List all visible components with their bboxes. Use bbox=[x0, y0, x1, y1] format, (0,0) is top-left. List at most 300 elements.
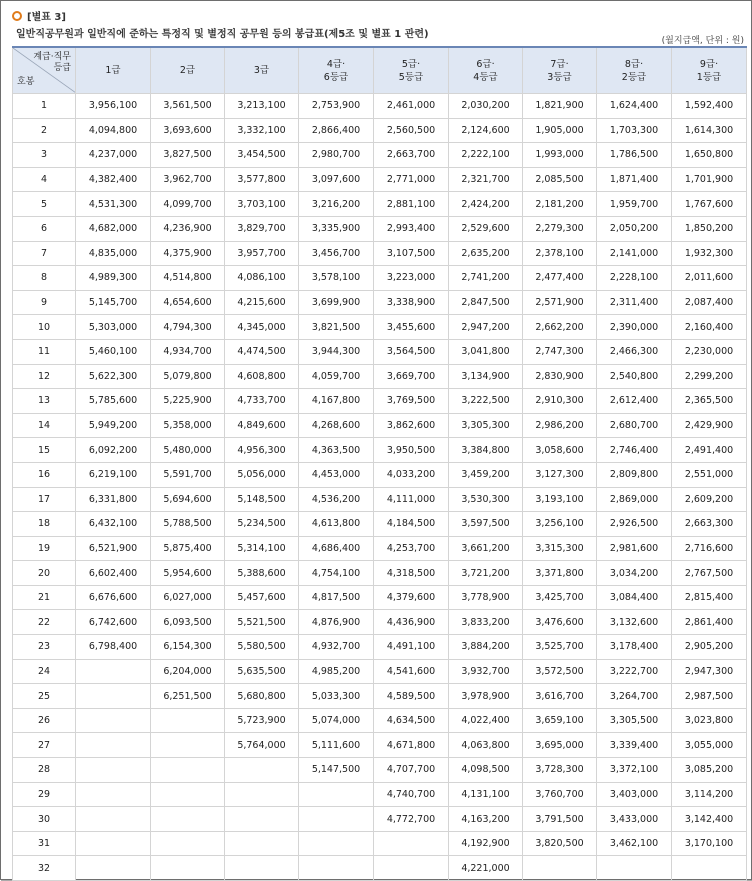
salary-cell: 3,315,300 bbox=[523, 536, 597, 561]
salary-cell: 5,788,500 bbox=[151, 512, 225, 537]
salary-cell: 5,591,700 bbox=[151, 462, 225, 487]
salary-cell: 4,794,300 bbox=[151, 315, 225, 340]
column-header-line: 8급· bbox=[624, 58, 644, 70]
salary-cell: 2,011,600 bbox=[672, 266, 747, 291]
salary-cell: 3,216,200 bbox=[299, 192, 374, 217]
salary-cell: 4,634,500 bbox=[374, 708, 449, 733]
salary-cell: 4,733,700 bbox=[225, 389, 299, 414]
salary-cell: 4,063,800 bbox=[449, 733, 523, 758]
salary-cell: 2,680,700 bbox=[597, 413, 672, 438]
table-row bbox=[13, 94, 747, 119]
salary-cell: 6,219,100 bbox=[76, 462, 151, 487]
salary-cell: 5,949,200 bbox=[76, 413, 151, 438]
salary-cell: 2,228,100 bbox=[597, 266, 672, 291]
salary-cell: 1,959,700 bbox=[597, 192, 672, 217]
salary-cell bbox=[299, 807, 374, 832]
salary-cell: 3,114,200 bbox=[672, 782, 747, 807]
salary-cell: 2,311,400 bbox=[597, 290, 672, 315]
column-header-line: 5급· bbox=[401, 58, 421, 70]
salary-cell: 3,659,100 bbox=[523, 708, 597, 733]
salary-cell: 2,926,500 bbox=[597, 512, 672, 537]
salary-cell: 5,635,500 bbox=[225, 659, 299, 684]
salary-cell bbox=[225, 782, 299, 807]
salary-cell: 3,459,200 bbox=[449, 462, 523, 487]
table-tag: [별표 3] bbox=[27, 12, 66, 23]
step-cell: 1 bbox=[13, 94, 76, 119]
salary-cell: 4,682,000 bbox=[76, 216, 151, 241]
table-row bbox=[13, 143, 747, 168]
column-header-line: 1등급 bbox=[696, 71, 722, 83]
salary-cell: 3,425,700 bbox=[523, 585, 597, 610]
salary-cell: 3,769,500 bbox=[374, 389, 449, 414]
salary-cell: 3,335,900 bbox=[299, 216, 374, 241]
salary-cell: 1,993,000 bbox=[523, 143, 597, 168]
salary-cell: 3,305,300 bbox=[449, 413, 523, 438]
salary-cell: 3,034,200 bbox=[597, 561, 672, 586]
salary-cell: 2,299,200 bbox=[672, 364, 747, 389]
salary-cell: 5,234,500 bbox=[225, 512, 299, 537]
salary-cell: 4,671,800 bbox=[374, 733, 449, 758]
salary-cell bbox=[299, 782, 374, 807]
salary-cell: 2,085,500 bbox=[523, 167, 597, 192]
step-cell: 7 bbox=[13, 241, 76, 266]
salary-cell: 5,303,000 bbox=[76, 315, 151, 340]
step-cell: 12 bbox=[13, 364, 76, 389]
salary-cell: 3,339,400 bbox=[597, 733, 672, 758]
table-row bbox=[13, 438, 747, 463]
salary-cell: 3,170,100 bbox=[672, 831, 747, 856]
table-row bbox=[13, 118, 747, 143]
step-cell: 25 bbox=[13, 684, 76, 709]
bullet-icon bbox=[12, 11, 22, 21]
salary-cell: 5,079,800 bbox=[151, 364, 225, 389]
salary-cell: 4,707,700 bbox=[374, 758, 449, 783]
step-cell: 18 bbox=[13, 512, 76, 537]
corner-label-rank: 등급 bbox=[53, 63, 71, 73]
salary-cell: 3,097,600 bbox=[299, 167, 374, 192]
salary-cell: 3,572,500 bbox=[523, 659, 597, 684]
table-row bbox=[13, 635, 747, 660]
step-cell: 11 bbox=[13, 339, 76, 364]
step-cell: 14 bbox=[13, 413, 76, 438]
salary-cell: 6,676,600 bbox=[76, 585, 151, 610]
salary-cell: 4,536,200 bbox=[299, 487, 374, 512]
table-row bbox=[13, 659, 747, 684]
step-cell: 27 bbox=[13, 733, 76, 758]
salary-cell: 3,833,200 bbox=[449, 610, 523, 635]
salary-cell: 3,669,700 bbox=[374, 364, 449, 389]
salary-cell: 3,134,900 bbox=[449, 364, 523, 389]
salary-cell: 4,474,500 bbox=[225, 339, 299, 364]
salary-cell: 3,193,100 bbox=[523, 487, 597, 512]
salary-cell: 1,624,400 bbox=[597, 94, 672, 119]
salary-cell: 4,608,800 bbox=[225, 364, 299, 389]
salary-cell: 3,371,800 bbox=[523, 561, 597, 586]
salary-cell: 2,222,100 bbox=[449, 143, 523, 168]
column-header bbox=[76, 47, 151, 94]
column-header bbox=[672, 47, 747, 94]
salary-cell: 3,305,500 bbox=[597, 708, 672, 733]
salary-cell bbox=[76, 659, 151, 684]
step-cell: 6 bbox=[13, 216, 76, 241]
salary-cell bbox=[76, 733, 151, 758]
table-row bbox=[13, 339, 747, 364]
salary-cell: 4,059,700 bbox=[299, 364, 374, 389]
salary-cell: 4,375,900 bbox=[151, 241, 225, 266]
salary-cell: 3,041,800 bbox=[449, 339, 523, 364]
salary-cell bbox=[299, 856, 374, 881]
salary-cell: 3,703,100 bbox=[225, 192, 299, 217]
salary-cell: 1,905,000 bbox=[523, 118, 597, 143]
salary-cell: 3,132,600 bbox=[597, 610, 672, 635]
salary-cell: 3,454,500 bbox=[225, 143, 299, 168]
salary-cell: 3,332,100 bbox=[225, 118, 299, 143]
salary-cell: 4,094,800 bbox=[76, 118, 151, 143]
salary-cell: 6,027,000 bbox=[151, 585, 225, 610]
salary-cell: 5,694,600 bbox=[151, 487, 225, 512]
table-row bbox=[13, 536, 747, 561]
salary-cell: 2,378,100 bbox=[523, 241, 597, 266]
column-header bbox=[597, 47, 672, 94]
salary-cell: 3,760,700 bbox=[523, 782, 597, 807]
salary-cell: 6,092,200 bbox=[76, 438, 151, 463]
column-header-line: 1급 bbox=[105, 65, 121, 76]
salary-cell: 3,256,100 bbox=[523, 512, 597, 537]
salary-cell: 2,477,400 bbox=[523, 266, 597, 291]
salary-cell: 2,279,300 bbox=[523, 216, 597, 241]
salary-cell: 3,462,100 bbox=[597, 831, 672, 856]
table-row bbox=[13, 192, 747, 217]
salary-cell: 3,384,800 bbox=[449, 438, 523, 463]
step-cell: 29 bbox=[13, 782, 76, 807]
salary-cell: 4,436,900 bbox=[374, 610, 449, 635]
corner-label-grade: 계급·직무 bbox=[33, 52, 71, 62]
salary-cell: 3,338,900 bbox=[374, 290, 449, 315]
salary-cell bbox=[151, 831, 225, 856]
salary-cell bbox=[225, 758, 299, 783]
salary-cell: 2,571,900 bbox=[523, 290, 597, 315]
salary-cell: 4,268,600 bbox=[299, 413, 374, 438]
step-cell: 19 bbox=[13, 536, 76, 561]
salary-cell: 5,764,000 bbox=[225, 733, 299, 758]
salary-cell: 4,237,000 bbox=[76, 143, 151, 168]
step-cell: 24 bbox=[13, 659, 76, 684]
column-header-line: 4급· bbox=[326, 58, 346, 70]
salary-cell: 3,058,600 bbox=[523, 438, 597, 463]
column-header-line: 6등급 bbox=[323, 71, 349, 83]
salary-cell: 4,215,600 bbox=[225, 290, 299, 315]
salary-cell: 5,358,000 bbox=[151, 413, 225, 438]
table-row bbox=[13, 241, 747, 266]
salary-cell: 3,728,300 bbox=[523, 758, 597, 783]
column-header bbox=[299, 47, 374, 94]
salary-cell: 6,154,300 bbox=[151, 635, 225, 660]
salary-cell: 3,820,500 bbox=[523, 831, 597, 856]
salary-cell: 2,030,200 bbox=[449, 94, 523, 119]
salary-cell: 3,962,700 bbox=[151, 167, 225, 192]
salary-cell: 4,236,900 bbox=[151, 216, 225, 241]
salary-cell: 3,884,200 bbox=[449, 635, 523, 660]
salary-cell: 2,747,300 bbox=[523, 339, 597, 364]
step-cell: 5 bbox=[13, 192, 76, 217]
salary-cell: 1,701,900 bbox=[672, 167, 747, 192]
step-cell: 17 bbox=[13, 487, 76, 512]
salary-cell: 1,592,400 bbox=[672, 94, 747, 119]
column-header bbox=[523, 47, 597, 94]
salary-cell: 4,363,500 bbox=[299, 438, 374, 463]
salary-cell: 2,881,100 bbox=[374, 192, 449, 217]
salary-cell: 2,321,700 bbox=[449, 167, 523, 192]
salary-cell: 5,460,100 bbox=[76, 339, 151, 364]
salary-cell: 3,721,200 bbox=[449, 561, 523, 586]
salary-cell: 2,424,200 bbox=[449, 192, 523, 217]
salary-cell: 3,222,500 bbox=[449, 389, 523, 414]
salary-cell: 2,947,200 bbox=[449, 315, 523, 340]
column-header bbox=[151, 47, 225, 94]
step-cell: 3 bbox=[13, 143, 76, 168]
salary-cell: 2,993,400 bbox=[374, 216, 449, 241]
salary-cell: 2,635,200 bbox=[449, 241, 523, 266]
salary-cell: 2,815,400 bbox=[672, 585, 747, 610]
salary-cell: 4,382,400 bbox=[76, 167, 151, 192]
salary-cell: 1,614,300 bbox=[672, 118, 747, 143]
salary-cell: 2,461,000 bbox=[374, 94, 449, 119]
step-cell: 30 bbox=[13, 807, 76, 832]
salary-cell: 3,578,100 bbox=[299, 266, 374, 291]
salary-cell: 5,147,500 bbox=[299, 758, 374, 783]
salary-cell: 3,142,400 bbox=[672, 807, 747, 832]
salary-cell: 3,944,300 bbox=[299, 339, 374, 364]
salary-cell bbox=[597, 856, 672, 881]
salary-cell: 6,521,900 bbox=[76, 536, 151, 561]
salary-cell: 3,950,500 bbox=[374, 438, 449, 463]
salary-cell: 2,746,400 bbox=[597, 438, 672, 463]
step-cell: 23 bbox=[13, 635, 76, 660]
step-cell: 32 bbox=[13, 856, 76, 881]
step-cell: 9 bbox=[13, 290, 76, 315]
salary-cell: 3,791,500 bbox=[523, 807, 597, 832]
salary-cell: 2,830,900 bbox=[523, 364, 597, 389]
salary-cell: 3,695,000 bbox=[523, 733, 597, 758]
table-row bbox=[13, 462, 747, 487]
table-title: 일반직공무원과 일반직에 준하는 특정직 및 별정직 공무원 등의 봉급표(제5조 및 별표 1 관련) bbox=[16, 29, 429, 40]
salary-cell: 6,798,400 bbox=[76, 635, 151, 660]
salary-cell bbox=[76, 708, 151, 733]
salary-cell: 2,910,300 bbox=[523, 389, 597, 414]
salary-cell: 1,703,300 bbox=[597, 118, 672, 143]
salary-cell bbox=[299, 831, 374, 856]
salary-cell: 2,612,400 bbox=[597, 389, 672, 414]
salary-cell: 4,686,400 bbox=[299, 536, 374, 561]
salary-cell bbox=[523, 856, 597, 881]
salary-cell: 5,580,500 bbox=[225, 635, 299, 660]
salary-cell: 2,947,300 bbox=[672, 659, 747, 684]
salary-cell: 2,771,000 bbox=[374, 167, 449, 192]
salary-cell: 2,230,000 bbox=[672, 339, 747, 364]
salary-cell: 3,616,700 bbox=[523, 684, 597, 709]
table-row bbox=[13, 512, 747, 537]
salary-cell: 2,087,400 bbox=[672, 290, 747, 315]
salary-cell: 3,956,100 bbox=[76, 94, 151, 119]
salary-cell: 5,148,500 bbox=[225, 487, 299, 512]
column-header-line: 7급· bbox=[550, 58, 569, 70]
salary-cell: 2,491,400 bbox=[672, 438, 747, 463]
salary-cell: 3,978,900 bbox=[449, 684, 523, 709]
table-row bbox=[13, 758, 747, 783]
column-header bbox=[225, 47, 299, 94]
table-row bbox=[13, 389, 747, 414]
column-header-line: 9급· bbox=[699, 58, 719, 70]
salary-cell: 4,099,700 bbox=[151, 192, 225, 217]
salary-cell: 4,849,600 bbox=[225, 413, 299, 438]
step-cell: 22 bbox=[13, 610, 76, 635]
salary-cell: 3,455,600 bbox=[374, 315, 449, 340]
salary-cell: 4,491,100 bbox=[374, 635, 449, 660]
salary-cell: 2,980,700 bbox=[299, 143, 374, 168]
column-header bbox=[449, 47, 523, 94]
salary-cell: 2,905,200 bbox=[672, 635, 747, 660]
step-cell: 21 bbox=[13, 585, 76, 610]
salary-cell: 4,932,700 bbox=[299, 635, 374, 660]
salary-cell: 4,163,200 bbox=[449, 807, 523, 832]
table-body bbox=[13, 94, 747, 881]
salary-cell: 4,379,600 bbox=[374, 585, 449, 610]
salary-cell: 1,786,500 bbox=[597, 143, 672, 168]
salary-cell: 5,875,400 bbox=[151, 536, 225, 561]
salary-cell: 3,827,500 bbox=[151, 143, 225, 168]
salary-cell: 4,772,700 bbox=[374, 807, 449, 832]
salary-cell: 4,184,500 bbox=[374, 512, 449, 537]
table-row bbox=[13, 610, 747, 635]
salary-cell: 5,145,700 bbox=[76, 290, 151, 315]
salary-cell: 4,033,200 bbox=[374, 462, 449, 487]
salary-cell bbox=[76, 782, 151, 807]
table-row bbox=[13, 733, 747, 758]
salary-cell: 2,987,500 bbox=[672, 684, 747, 709]
salary-cell: 2,124,600 bbox=[449, 118, 523, 143]
step-cell: 28 bbox=[13, 758, 76, 783]
salary-cell bbox=[374, 856, 449, 881]
salary-cell: 1,871,400 bbox=[597, 167, 672, 192]
salary-cell: 4,098,500 bbox=[449, 758, 523, 783]
salary-cell: 6,602,400 bbox=[76, 561, 151, 586]
column-header-line: 6급· bbox=[476, 58, 495, 70]
step-cell: 16 bbox=[13, 462, 76, 487]
salary-cell: 3,525,700 bbox=[523, 635, 597, 660]
salary-cell: 2,847,500 bbox=[449, 290, 523, 315]
salary-cell: 2,609,200 bbox=[672, 487, 747, 512]
salary-cell bbox=[672, 856, 747, 881]
salary-cell: 3,597,500 bbox=[449, 512, 523, 537]
salary-cell: 3,264,700 bbox=[597, 684, 672, 709]
salary-cell: 6,251,500 bbox=[151, 684, 225, 709]
step-cell: 8 bbox=[13, 266, 76, 291]
salary-cell bbox=[374, 831, 449, 856]
salary-cell: 4,022,400 bbox=[449, 708, 523, 733]
salary-cell bbox=[151, 708, 225, 733]
salary-cell: 5,074,000 bbox=[299, 708, 374, 733]
table-row bbox=[13, 856, 747, 881]
salary-cell bbox=[225, 807, 299, 832]
salary-cell: 3,178,400 bbox=[597, 635, 672, 660]
salary-cell: 4,111,000 bbox=[374, 487, 449, 512]
table-row bbox=[13, 413, 747, 438]
salary-cell: 1,650,800 bbox=[672, 143, 747, 168]
salary-cell: 2,529,600 bbox=[449, 216, 523, 241]
salary-cell: 4,253,700 bbox=[374, 536, 449, 561]
salary-cell: 5,111,600 bbox=[299, 733, 374, 758]
salary-cell: 4,835,000 bbox=[76, 241, 151, 266]
salary-cell: 2,429,900 bbox=[672, 413, 747, 438]
column-header-line: 2급 bbox=[179, 65, 196, 76]
salary-cell: 5,388,600 bbox=[225, 561, 299, 586]
salary-cell: 2,141,000 bbox=[597, 241, 672, 266]
salary-cell: 4,817,500 bbox=[299, 585, 374, 610]
salary-cell bbox=[225, 856, 299, 881]
column-header-line: 3급 bbox=[253, 65, 270, 76]
salary-cell: 2,540,800 bbox=[597, 364, 672, 389]
column-header-line: 3등급 bbox=[547, 71, 572, 83]
salary-cell: 6,742,600 bbox=[76, 610, 151, 635]
salary-cell: 5,622,300 bbox=[76, 364, 151, 389]
salary-cell: 5,954,600 bbox=[151, 561, 225, 586]
salary-cell: 3,213,100 bbox=[225, 94, 299, 119]
salary-cell: 5,723,900 bbox=[225, 708, 299, 733]
salary-cell: 6,432,100 bbox=[76, 512, 151, 537]
salary-cell: 2,866,400 bbox=[299, 118, 374, 143]
salary-cell: 4,934,700 bbox=[151, 339, 225, 364]
salary-cell bbox=[151, 782, 225, 807]
salary-cell: 2,560,500 bbox=[374, 118, 449, 143]
salary-cell: 3,577,800 bbox=[225, 167, 299, 192]
salary-cell: 4,453,000 bbox=[299, 462, 374, 487]
header-row bbox=[13, 47, 747, 94]
salary-cell: 3,456,700 bbox=[299, 241, 374, 266]
step-cell: 26 bbox=[13, 708, 76, 733]
salary-cell: 4,514,800 bbox=[151, 266, 225, 291]
salary-cell: 3,055,000 bbox=[672, 733, 747, 758]
salary-cell: 6,093,500 bbox=[151, 610, 225, 635]
salary-cell bbox=[76, 807, 151, 832]
salary-cell: 5,056,000 bbox=[225, 462, 299, 487]
salary-table bbox=[12, 46, 747, 881]
salary-cell: 3,222,700 bbox=[597, 659, 672, 684]
salary-cell: 3,564,500 bbox=[374, 339, 449, 364]
step-cell: 10 bbox=[13, 315, 76, 340]
table-row bbox=[13, 782, 747, 807]
table-row bbox=[13, 167, 747, 192]
salary-cell bbox=[151, 856, 225, 881]
salary-cell: 6,204,000 bbox=[151, 659, 225, 684]
salary-cell: 2,662,200 bbox=[523, 315, 597, 340]
table-row bbox=[13, 487, 747, 512]
salary-cell bbox=[151, 807, 225, 832]
salary-cell: 5,457,600 bbox=[225, 585, 299, 610]
salary-cell: 4,740,700 bbox=[374, 782, 449, 807]
salary-cell: 2,551,000 bbox=[672, 462, 747, 487]
salary-cell: 3,661,200 bbox=[449, 536, 523, 561]
header bbox=[12, 8, 429, 40]
salary-cell: 2,869,000 bbox=[597, 487, 672, 512]
salary-cell: 5,225,900 bbox=[151, 389, 225, 414]
salary-cell: 4,131,100 bbox=[449, 782, 523, 807]
salary-cell: 3,829,700 bbox=[225, 216, 299, 241]
salary-cell: 4,318,500 bbox=[374, 561, 449, 586]
column-header-line: 5등급 bbox=[398, 71, 424, 83]
salary-cell: 5,314,100 bbox=[225, 536, 299, 561]
salary-cell: 4,221,000 bbox=[449, 856, 523, 881]
step-cell: 13 bbox=[13, 389, 76, 414]
